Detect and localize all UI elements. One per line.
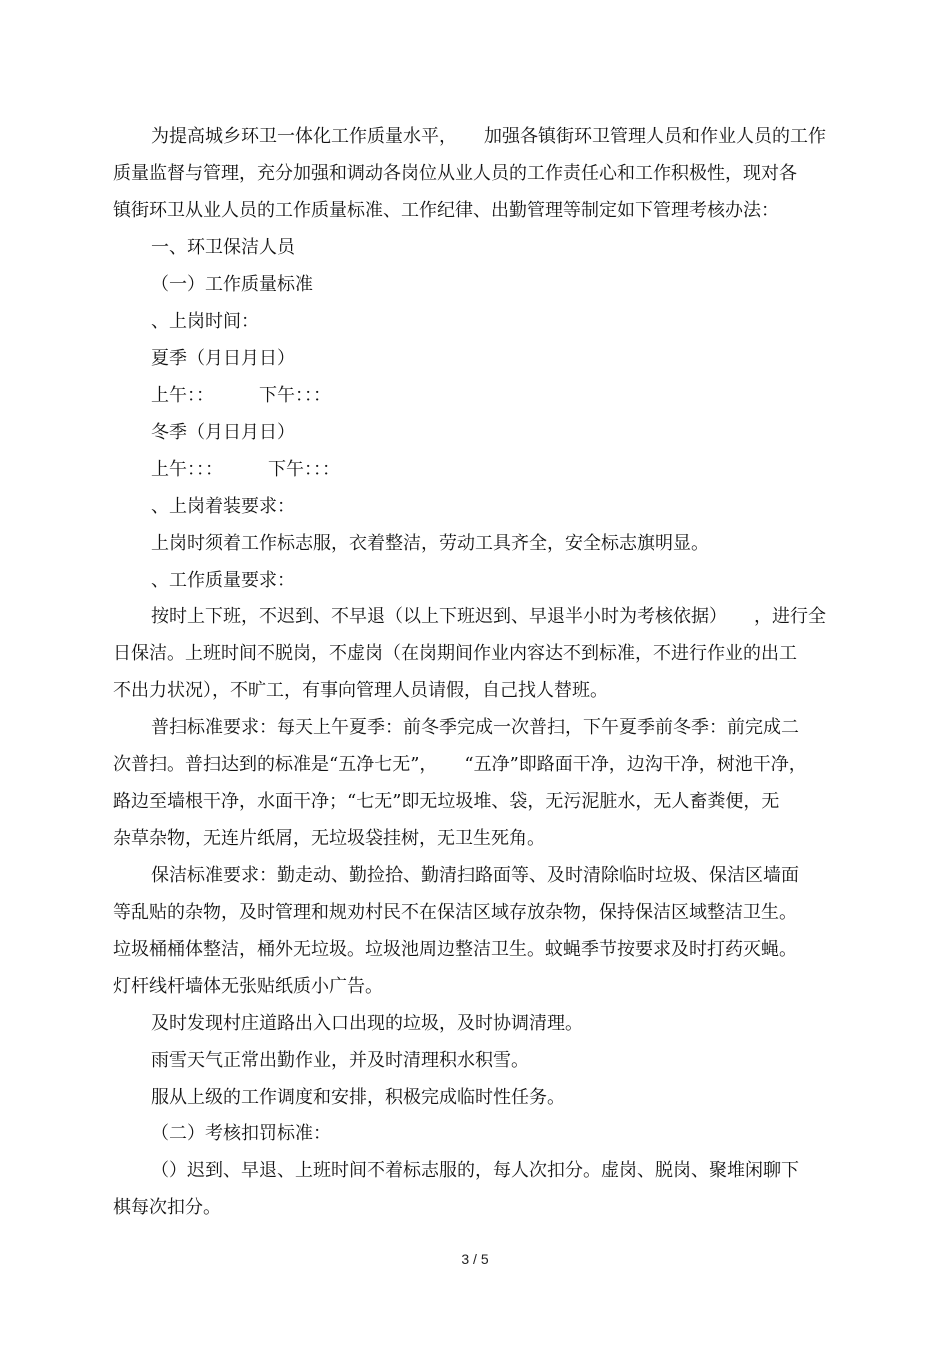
paragraph-line: （）迟到、早退、上班时间不着标志服的，每人次扣分。虚岗、脱岗、聚堆闲聊下 — [151, 1160, 799, 1181]
paragraph-line: 上午：： 下午：：： — [151, 385, 331, 406]
paragraph-line: 杂草杂物，无连片纸屑，无垃圾袋挂树，无卫生死角。 — [113, 828, 545, 849]
paragraph-line: 等乱贴的杂物，及时管理和规劝村民不在保洁区域存放杂物，保持保洁区域整洁卫生。 — [113, 902, 797, 923]
item-heading: 、工作质量要求： — [151, 570, 295, 591]
item-heading: 、上岗时间： — [151, 311, 259, 332]
paragraph-line: 按时上下班，不迟到、不早退（以上下班迟到、早退半小时为考核依据） ，进行全 — [151, 606, 826, 627]
paragraph-line: 上岗时须着工作标志服，衣着整洁，劳动工具齐全，安全标志旗明显。 — [151, 533, 709, 554]
paragraph-line: 次普扫。普扫达到的标准是“五净七无”， “五净”即路面干净，边沟干净，树池干净， — [113, 754, 807, 775]
subsection-heading: （二）考核扣罚标准： — [151, 1123, 331, 1144]
paragraph-line: 普扫标准要求：每天上午夏季：前冬季完成一次普扫，下午夏季前冬季：前完成二 — [151, 717, 799, 738]
subsection-heading: （一）工作质量标准 — [151, 274, 313, 295]
paragraph-line: 垃圾桶桶体整洁，桶外无垃圾。垃圾池周边整洁卫生。蚊蝇季节按要求及时打药灭蝇。 — [113, 939, 797, 960]
paragraph-line: 雨雪天气正常出勤作业，并及时清理积水积雪。 — [151, 1050, 529, 1071]
paragraph-line: 不出力状况），不旷工，有事向管理人员请假，自己找人替班。 — [113, 680, 608, 701]
paragraph-line: 冬季（月日月日） — [151, 422, 295, 443]
paragraph-line: 为提高城乡环卫一体化工作质量水平， 加强各镇街环卫管理人员和作业人员的工作 — [151, 126, 826, 147]
paragraph-line: 日保洁。上班时间不脱岗，不虚岗（在岗期间作业内容达不到标准，不进行作业的出工 — [113, 643, 797, 664]
paragraph-line: 棋每次扣分。 — [113, 1197, 221, 1218]
paragraph-line: 灯杆线杆墙体无张贴纸质小广告。 — [113, 976, 383, 997]
paragraph-line: 保洁标准要求：勤走动、勤捡拾、勤清扫路面等、及时清除临时垃圾、保洁区墙面 — [151, 865, 799, 886]
paragraph-line: 服从上级的工作调度和安排，积极完成临时性任务。 — [151, 1087, 565, 1108]
paragraph-line: 镇街环卫从业人员的工作质量标准、工作纪律、出勤管理等制定如下管理考核办法： — [113, 200, 779, 221]
paragraph-line: 上午：：： 下午：：： — [151, 459, 340, 480]
paragraph-line: 及时发现村庄道路出入口出现的垃圾，及时协调清理。 — [151, 1013, 583, 1034]
paragraph-line: 夏季（月日月日） — [151, 348, 295, 369]
paragraph-line: 质量监督与管理，充分加强和调动各岗位从业人员的工作责任心和工作积极性，现对各 — [113, 163, 797, 184]
paragraph-line: 路边至墙根干净，水面干净；“七无”即无垃圾堆、袋，无污泥脏水，无人畜粪便，无 — [113, 791, 780, 812]
item-heading: 、上岗着装要求： — [151, 496, 295, 517]
page-number: 3 / 5 — [461, 1251, 489, 1267]
section-heading: 一、环卫保洁人员 — [151, 237, 295, 258]
